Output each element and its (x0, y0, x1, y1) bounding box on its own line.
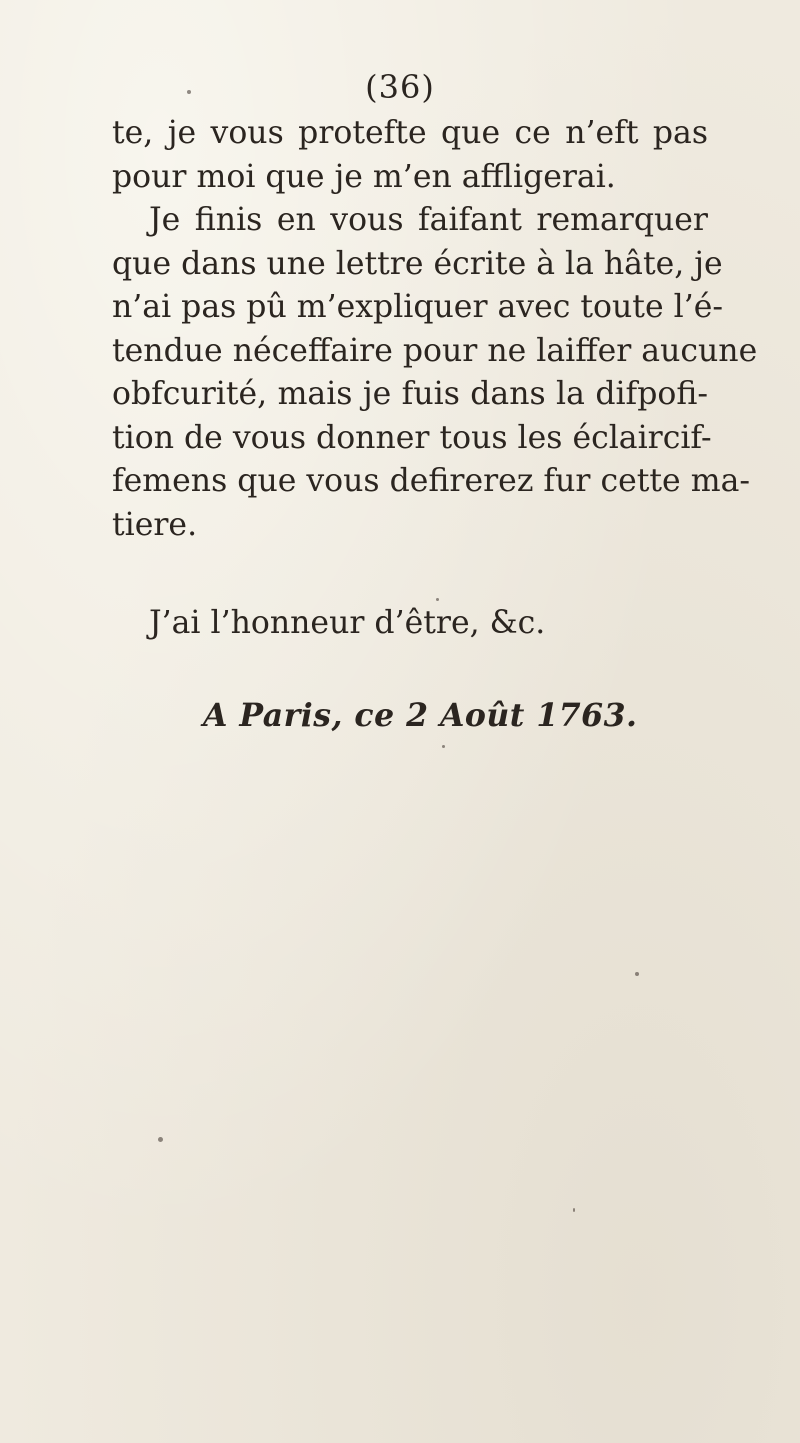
text-line: tendue néceffaire pour ne laiffer aucune (112, 332, 758, 369)
text-line: n’ai pas pû m’expliquer avec toute l’é- (112, 289, 723, 325)
text-line: obfcurité, mais je fuis dans la difpofi- (112, 376, 708, 412)
paper-speck (573, 1208, 575, 1212)
text-line: te, je vous protefte que ce n’eft pas (112, 115, 708, 151)
paper-speck (187, 90, 191, 94)
letter-body (112, 112, 758, 547)
text-line: femens que vous defirerez fur cette ma- (112, 463, 750, 499)
page-number: (36) (365, 68, 435, 106)
text-line: pour moi que je m’en affligerai. (112, 158, 616, 195)
paper-speck (635, 972, 639, 976)
paper-speck (158, 1137, 163, 1142)
text-line: que dans une lettre écrite à la hâte, je (112, 245, 723, 282)
text-line: tion de vous donner tous les éclaircif- (112, 419, 712, 456)
text-line: tiere. (112, 506, 198, 543)
text-line: Je finis en vous faifant remarquer (149, 202, 708, 238)
closing-salutation: J’ai l’honneur d’être, &c. (149, 605, 546, 641)
dateline: A Paris, ce 2 Août 1763. (203, 697, 638, 734)
paper-speck (442, 745, 445, 748)
paper-speck (436, 598, 439, 601)
